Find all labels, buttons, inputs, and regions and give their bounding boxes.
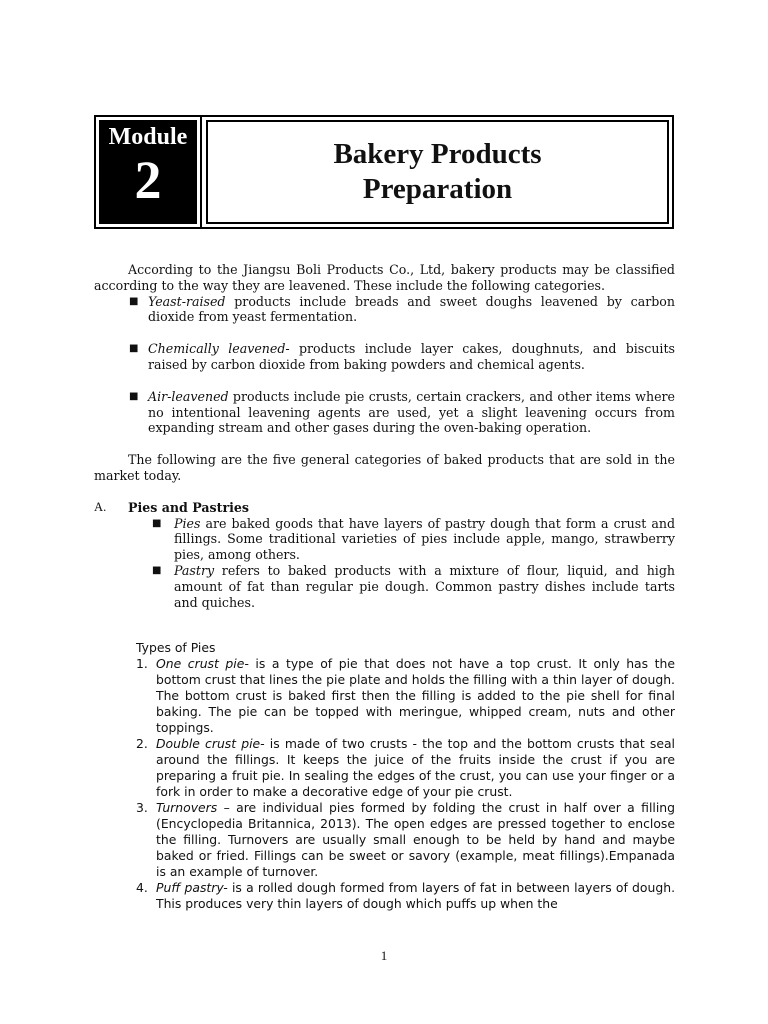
module-header xyxy=(94,115,674,229)
term: Air-leavened xyxy=(148,388,229,404)
module-title-box xyxy=(206,120,669,224)
term-text: is made of two crusts - the top and the bottom crusts that seal around the fillings. It keeps the juice of the fruits inside the crust if you are preparing a fruit pie. In sealing the edges of the crust, you can use your finger or a fork in order to make a decorative edge of your pie crust. xyxy=(156,736,675,800)
section-letter: A. xyxy=(94,499,107,514)
pies-pastries-list xyxy=(94,516,675,611)
bullet-square-icon: ■ xyxy=(129,295,139,307)
types-list xyxy=(136,656,675,912)
term-text: are baked goods that have layers of pastry dough that form a crust and fillings. Some traditional varieties of pies include apple, mango, strawberry pies, among others. xyxy=(174,515,675,563)
item-number: 4. xyxy=(136,880,148,896)
term: Yeast-raised xyxy=(148,293,226,309)
term-text: – are individual pies formed by folding the crust in half over a filling (Encyclopedia Britannica, 2013). The open edges are pressed together to enclose the filling. Turnovers are usually small enough to be held by hand and maybe baked or fried. Fillings can be sweet or savory (example, meat fillings).Empanada is an example of turnover. xyxy=(156,800,675,880)
leavening-item-yeast xyxy=(94,294,675,326)
module-label: Module xyxy=(108,124,188,150)
leavening-item-chemical xyxy=(94,341,675,373)
list-item xyxy=(136,656,675,736)
term: One crust pie- xyxy=(156,656,249,672)
page-number: 1 xyxy=(380,948,388,963)
general-intro-paragraph: The following are the five general categories of baked products that are sold in the market today. xyxy=(94,452,675,483)
list-item xyxy=(136,736,675,800)
types-heading: Types of Pies xyxy=(136,640,216,656)
term-text: products include pie crusts, certain crackers, and other items where no intentional leavening agents are used, yet a slight leavening occurs from expanding stream and other gases during the oven-baking operation. xyxy=(148,388,675,436)
types-of-pies xyxy=(136,640,675,912)
list-item-pies xyxy=(94,516,675,563)
term: Turnovers xyxy=(156,800,218,816)
bullet-square-icon: ■ xyxy=(129,390,139,402)
list-item xyxy=(136,800,675,880)
term: Pastry xyxy=(174,562,215,578)
page-title-line-1: Bakery Products xyxy=(333,138,542,170)
intro-paragraph: According to the Jiangsu Boli Products Co., Ltd, bakery products may be classified according to the way they are leavened. These include the following categories. xyxy=(94,262,675,293)
item-number: 2. xyxy=(136,736,148,752)
term: Puff pastry- xyxy=(156,880,228,896)
term-text: refers to baked products with a mixture of flour, liquid, and high amount of fat than regular pie dough. Common pastry dishes include tarts and quiches. xyxy=(174,562,675,610)
leavening-item-air xyxy=(94,389,675,436)
module-badge xyxy=(96,117,200,227)
item-number: 1. xyxy=(136,656,148,672)
term-text: is a type of pie that does not have a top crust. It only has the bottom crust that lines the pie plate and holds the filling with a thin layer of dough. The bottom crust is baked first then the filling is added to the pie shell for final baking. The pie can be topped with meringue, whipped cream, nuts and other toppings. xyxy=(156,656,675,736)
page-title-line-2: Preparation xyxy=(362,173,513,205)
term-text: products include layer cakes, doughnuts, and biscuits raised by carbon dioxide from baking powders and chemical agents. xyxy=(148,341,675,372)
bullet-square-icon: ■ xyxy=(152,564,162,576)
document-body xyxy=(94,262,675,912)
list-item-pastry xyxy=(94,563,675,610)
item-number: 3. xyxy=(136,800,148,816)
bullet-square-icon: ■ xyxy=(129,343,139,355)
bullet-square-icon: ■ xyxy=(152,517,162,529)
leavening-list xyxy=(94,294,675,437)
module-number: 2 xyxy=(134,150,162,210)
list-item xyxy=(136,880,675,912)
section-title: Pies and Pastries xyxy=(128,499,249,515)
term-text: is a rolled dough formed from layers of fat in between layers of dough. This produces very thin layers of dough which puffs up when the xyxy=(156,880,676,912)
term: Double crust pie- xyxy=(156,736,265,752)
section-heading xyxy=(94,500,675,516)
term: Chemically leavened- xyxy=(148,341,290,357)
term-text: products include breads and sweet doughs leavened by carbon dioxide from yeast fermentation. xyxy=(148,293,675,325)
term: Pies xyxy=(174,515,201,531)
